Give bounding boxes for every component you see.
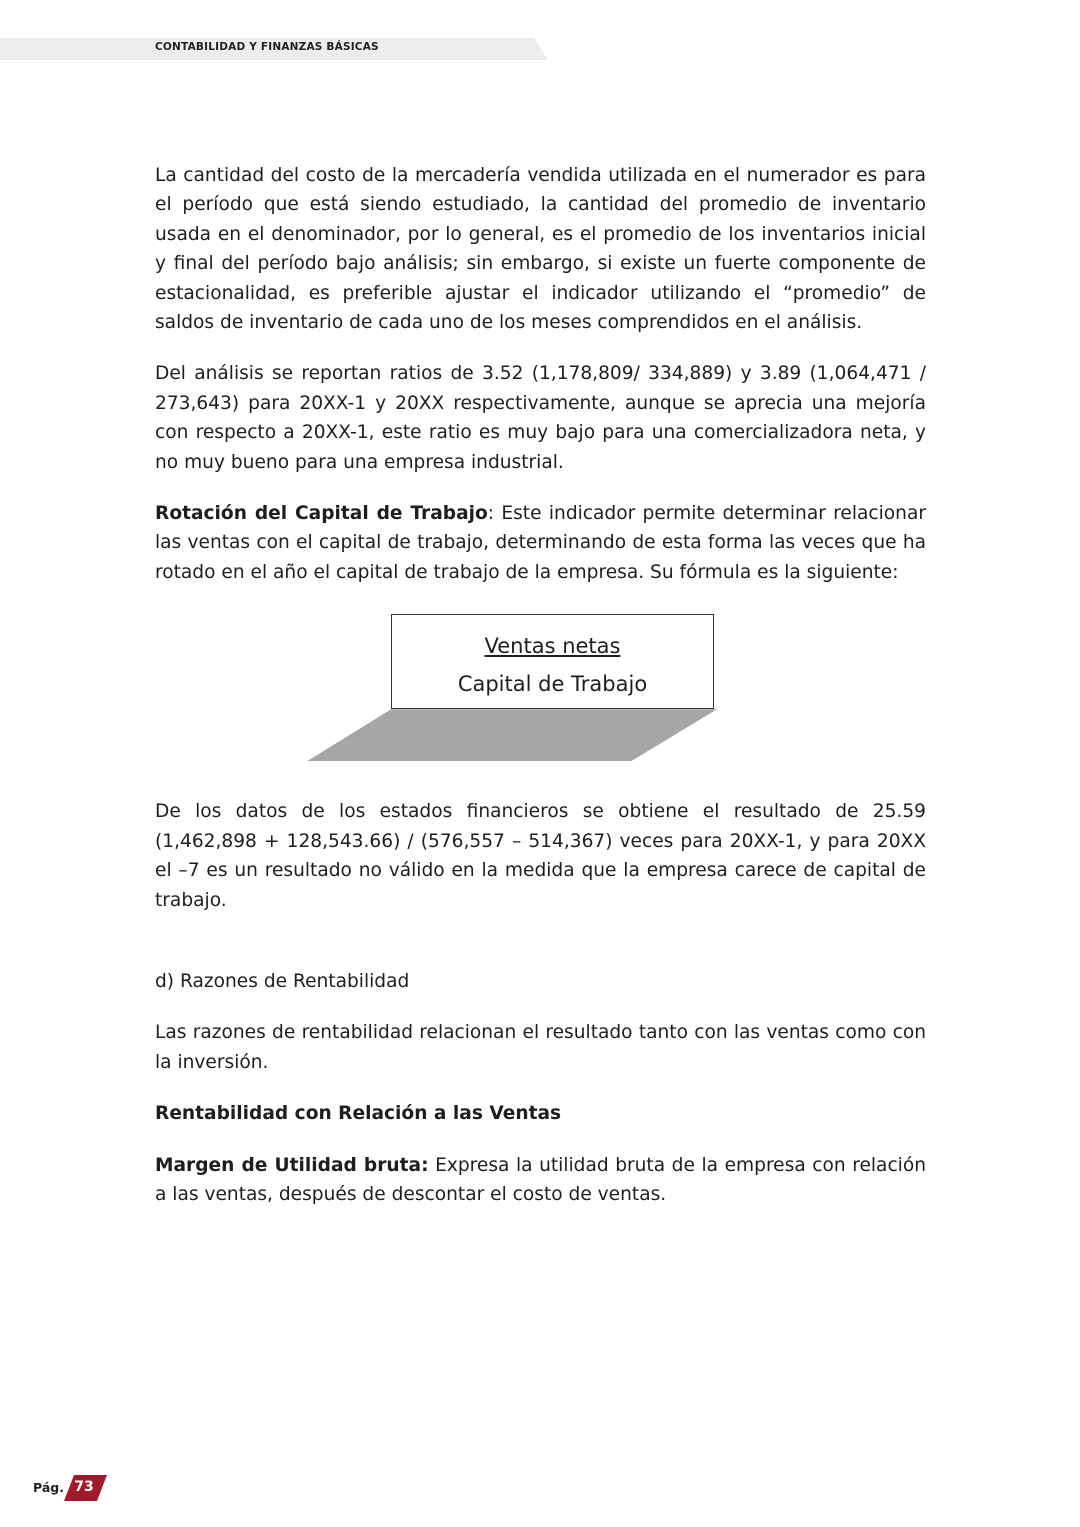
definition-text: : Este indicador permite determinar relacionar las ventas con el capital de trabajo, determinando de esta forma las veces que ha rotado en el año el capital de trabajo de la empresa. Su fórmula es la siguiente: xyxy=(155,503,927,583)
paragraph-working-capital-rotation xyxy=(155,499,926,587)
page-label: Pág. xyxy=(33,1480,64,1495)
paragraph-profitability-intro: Las razones de rentabilidad relacionan el resultado tanto con las ventas como con la inversión. xyxy=(155,1022,926,1073)
formula-numerator: Ventas netas xyxy=(484,634,621,659)
formula-shadow xyxy=(307,709,717,761)
formula-denominator: Capital de Trabajo xyxy=(457,672,648,697)
subheading-sales-profitability xyxy=(155,1099,926,1128)
definition-text: Expresa la utilidad bruta de la empresa con relación a las ventas, después de descontar el costo de ventas. xyxy=(155,1154,926,1205)
paragraph-gross-margin xyxy=(155,1151,926,1210)
term-working-capital-rotation: Rotación del Capital de Trabajo xyxy=(155,503,488,525)
formula-box xyxy=(391,614,714,709)
running-header: CONTABILIDAD Y FINANZAS BÁSICAS xyxy=(155,41,379,53)
paragraph-inventory-average: La cantidad del costo de la mercadería vendida utilizada en el numerador es para el período que está siendo estudiado, la cantidad del promedio de inventario usada en el denominador, por lo general, es el promedio de los inventarios inicial y final del período bajo análisis; sin embargo, si existe un fuerte componente de estacionalidad, es preferible ajustar el indicador utilizando el “promedio” de saldos de inventario de cada uno de los meses comprendidos en el análisis. xyxy=(155,165,926,334)
paragraph-inventory-ratios: Del análisis se reportan ratios de 3.52 (1,178,809/ 334,889) y 3.89 (1,064,471 / 273,643) para 20XX-1 y 20XX respectivamente, aunque se aprecia una mejoría con respecto a 20XX-1, este ratio es muy bajo para una comercializadora neta, y no muy bueno para una empresa industrial. xyxy=(155,363,926,473)
page-number: 73 xyxy=(74,1479,94,1495)
formula-figure xyxy=(155,587,926,797)
page-body xyxy=(155,161,926,1209)
paragraph-working-capital-result: De los datos de los estados financieros se obtiene el resultado de 25.59 (1,462,898 + 128,543.66) / (576,557 – 514,367) veces para 20XX-1, y para 20XX el –7 es un resultado no válido en la medida que la empresa carece de capital de trabajo. xyxy=(155,801,926,911)
term-gross-margin: Margen de Utilidad bruta: xyxy=(155,1154,429,1176)
section-heading-profitability: d) Razones de Rentabilidad xyxy=(155,970,410,992)
subheading-text: Rentabilidad con Relación a las Ventas xyxy=(155,1103,562,1125)
